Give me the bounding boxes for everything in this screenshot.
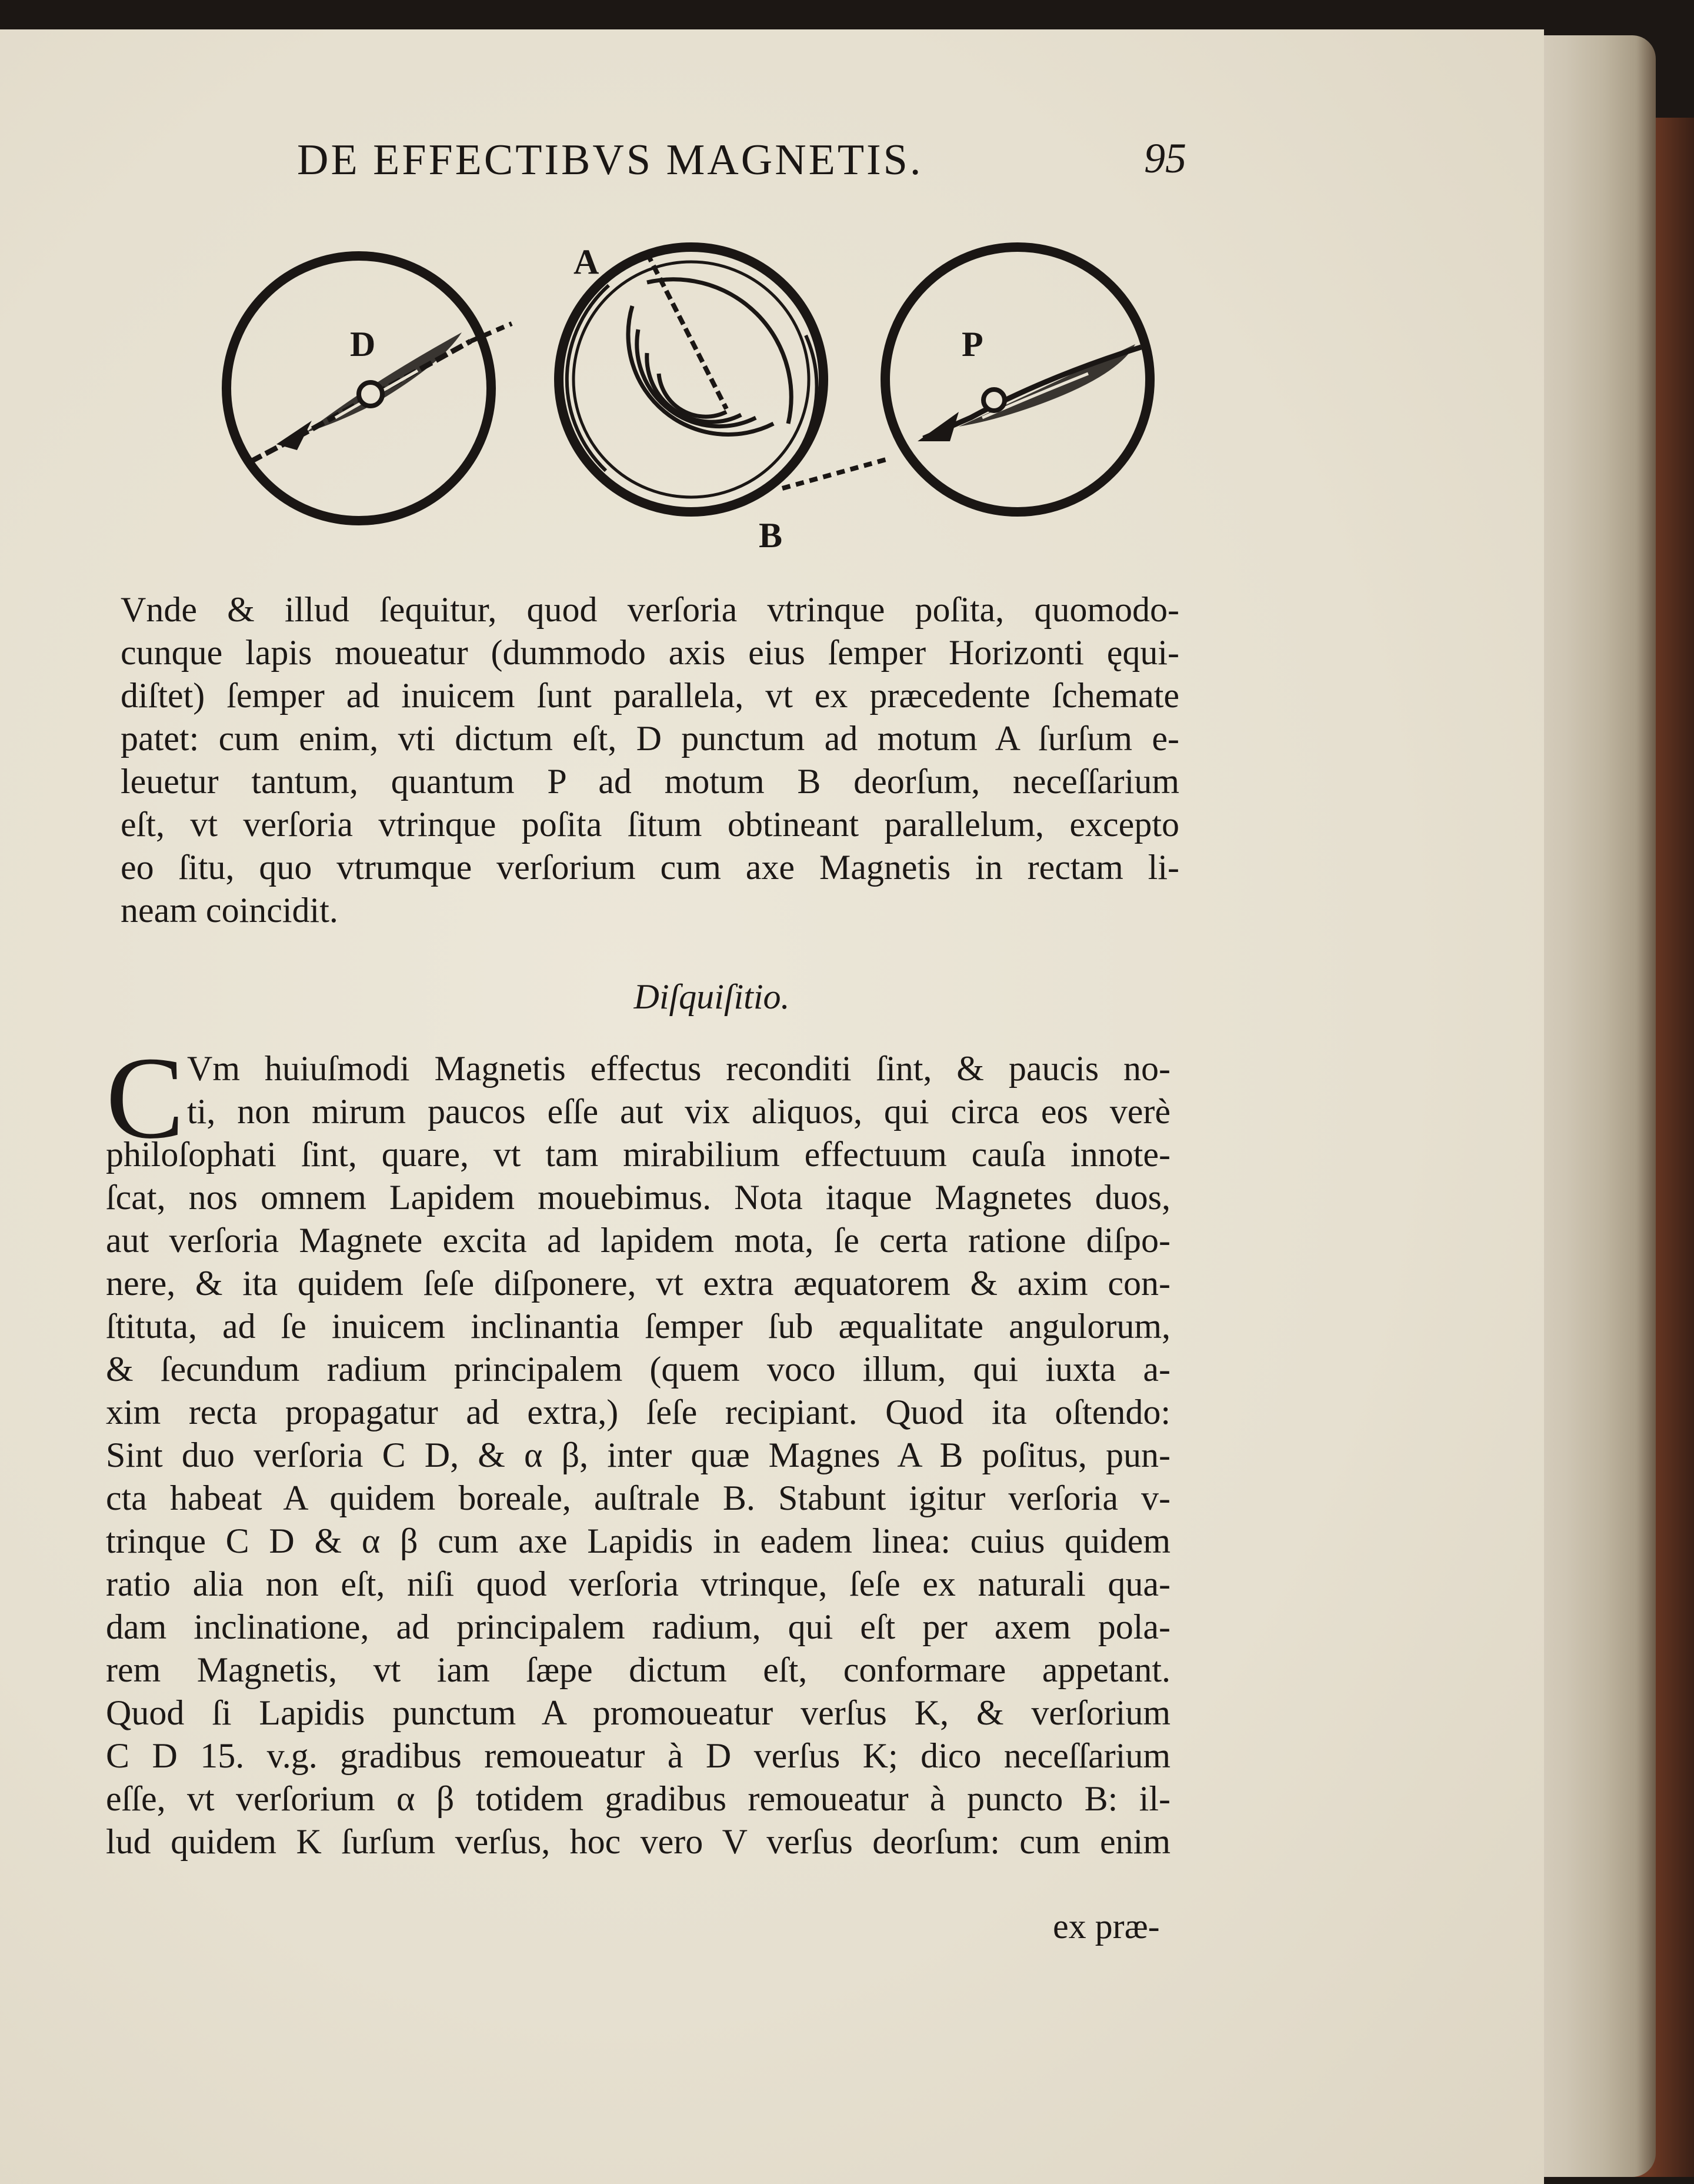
book-page [0, 29, 1544, 2184]
text-line: patet: cum enim, vti dictum eſt, D punctum ad motum A ſurſum e- [121, 719, 1179, 758]
text-line: dam inclinatione, ad principalem radium, qui eſt per axem pola- [106, 1607, 1171, 1646]
paragraph-2 [106, 1033, 1171, 1863]
text-line: cunque lapis moueatur (dummodo axis eius ſemper Horizonti ęqui- [121, 633, 1179, 672]
text-line: ti, non mirum paucos eſſe aut vix aliquos, qui circa eos verè [187, 1092, 1171, 1131]
page-number: 95 [1144, 135, 1186, 182]
page-edges [1526, 35, 1656, 2177]
text-line: Sint duo verſoria C D, & α β, inter quæ Magnes A B poſitus, pun- [106, 1436, 1171, 1474]
magnet-woodcut-figure [194, 229, 1229, 571]
text-line: rem Magnetis, vt iam ſæpe dictum eſt, conformare appetant. [106, 1650, 1171, 1689]
drop-capital: C [106, 1033, 185, 1163]
text-line: eo ſitu, quo vtrumque verſorium cum axe Magnetis in rectam li- [121, 848, 1179, 887]
text-line: Quod ſi Lapidis punctum A promoueatur verſus K, & verſorium [106, 1693, 1171, 1732]
section-heading: Diſquiſitio. [633, 977, 790, 1016]
text-line: xim recta propagatur ad extra,) ſeſe recipiant. Quod ita oſtendo: [106, 1393, 1171, 1431]
text-line: eſt, vt verſoria vtrinque poſita ſitum obtineant parallelum, excepto [121, 805, 1179, 844]
text-line: Vm huiuſmodi Magnetis effectus reconditi ſint, & paucis no- [187, 1049, 1171, 1088]
left-circle-versorium [226, 256, 512, 521]
text-line: lud quidem K ſurſum verſus, hoc vero V verſus deorſum: cum enim [106, 1822, 1171, 1861]
text-line: aut verſoria Magnete excita ad lapidem mota, ſe certa ratione diſpo- [106, 1221, 1171, 1260]
text-line: cta habeat A quidem boreale, auſtrale B. Stabunt igitur verſoria v- [106, 1479, 1171, 1517]
figure-label-B: B [759, 516, 783, 555]
text-line: ratio alia non eſt, niſi quod verſoria vtrinque, ſeſe ex naturali qua- [106, 1564, 1171, 1603]
text-line: diſtet) ſemper ad inuicem ſunt parallela, vt ex præcedente ſchemate [121, 676, 1179, 715]
figure-label-P: P [962, 325, 983, 364]
text-line: & ſecundum radium principalem (quem voco illum, qui iuxta a- [106, 1350, 1171, 1389]
figure-label-A: A [573, 242, 599, 281]
running-title: DE EFFECTIBVS MAGNETIS. [297, 136, 923, 184]
figure-label-D: D [350, 325, 376, 364]
text-line: ſcat, nos omnem Lapidem mouebimus. Nota itaque Magnetes duos, [106, 1178, 1171, 1217]
text-line: trinque C D & α β cum axe Lapidis in eadem linea: cuius quidem [106, 1522, 1171, 1560]
magnet-lodestone-circle [559, 247, 888, 512]
text-line: C D 15. v.g. gradibus remoueatur à D verſus K; dico neceſſarium [106, 1736, 1171, 1775]
text-line: leuetur tantum, quantum P ad motum B deorſum, neceſſarium [121, 762, 1179, 801]
paragraph-1 [121, 588, 1179, 932]
text-line: neam coincidit. [121, 891, 338, 930]
right-circle-versorium [885, 247, 1150, 512]
catchword: ex præ- [1053, 1907, 1160, 1946]
text-line: ſtituta, ad ſe inuicem inclinantia ſemper ſub æqualitate angulorum, [106, 1307, 1171, 1346]
text-line: nere, & ita quidem ſeſe diſponere, vt extra æquatorem & axim con- [106, 1264, 1171, 1303]
text-line: philoſophati ſint, quare, vt tam mirabilium effectuum cauſa innote- [106, 1135, 1171, 1174]
text-line: eſſe, vt verſorium α β totidem gradibus remoueatur à puncto B: il- [106, 1779, 1171, 1818]
text-line: Vnde & illud ſequitur, quod verſoria vtrinque poſita, quomodo- [121, 590, 1179, 629]
